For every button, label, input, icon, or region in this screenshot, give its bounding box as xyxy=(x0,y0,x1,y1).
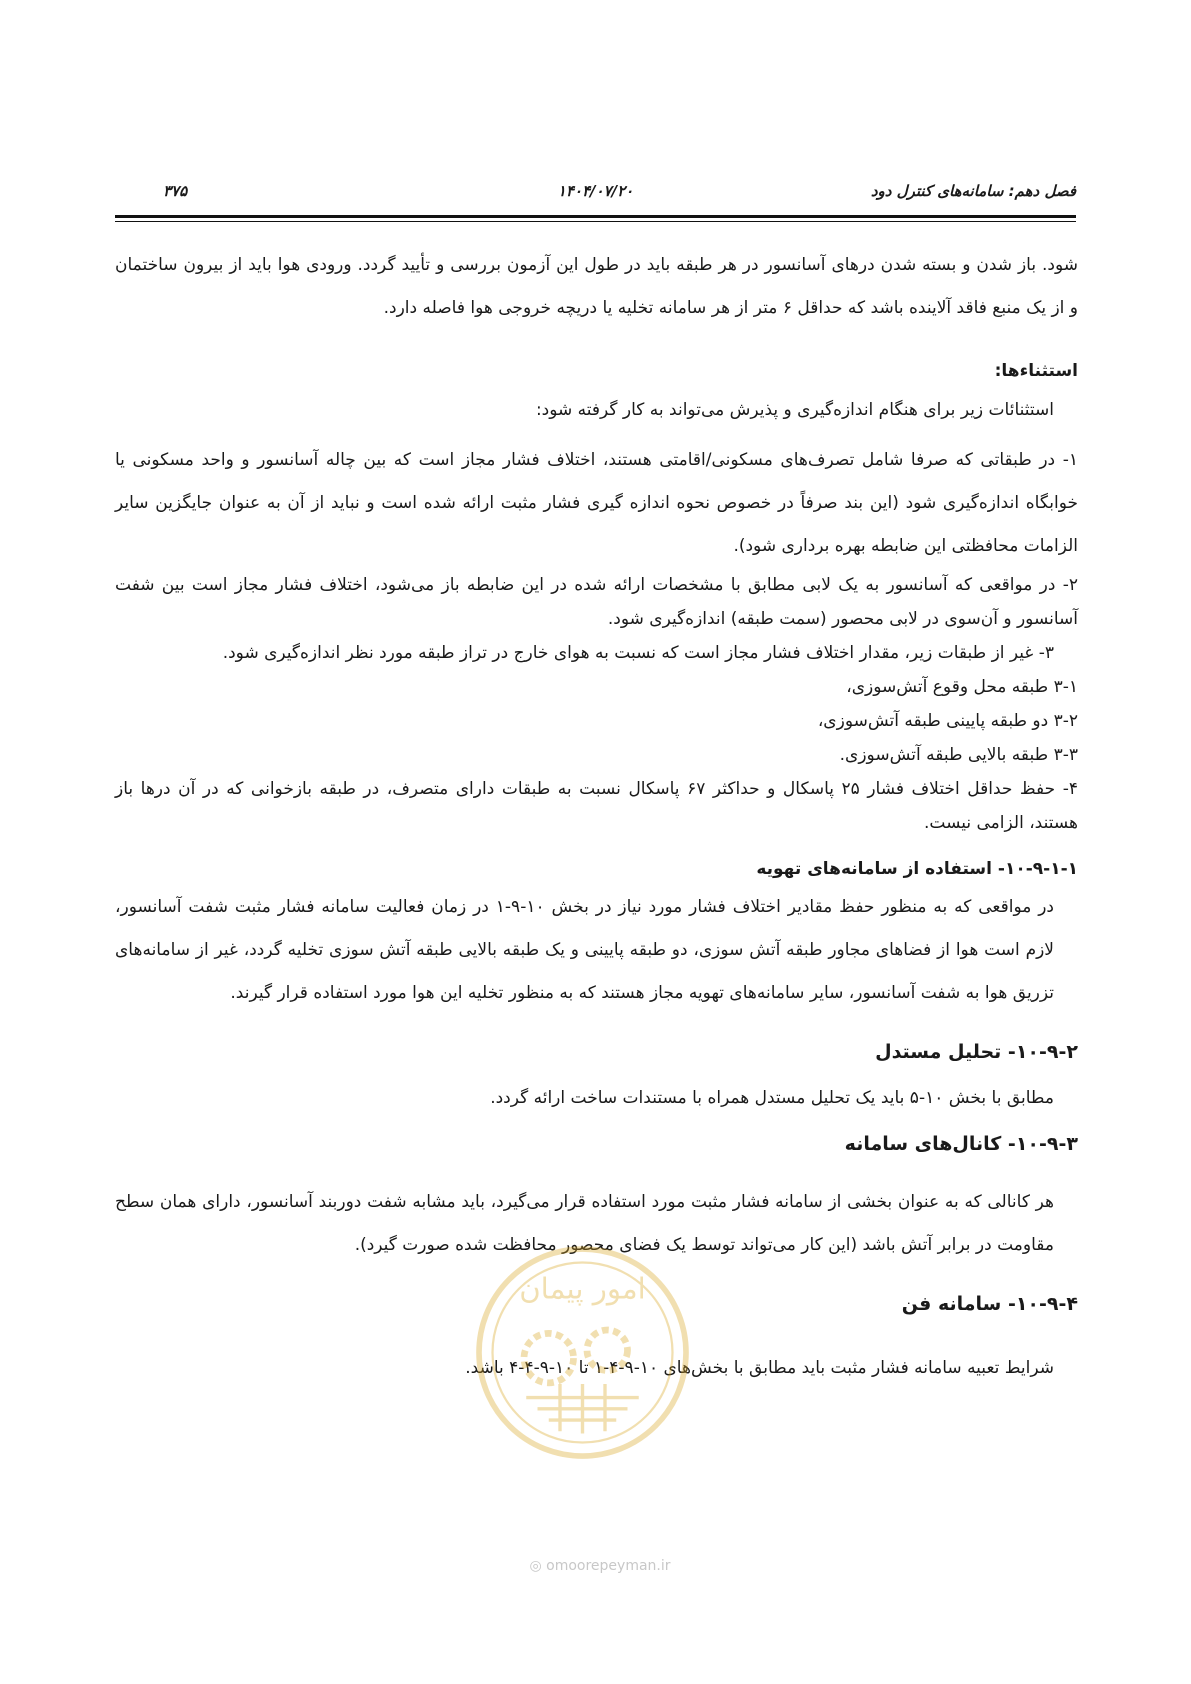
section-heading-ventilation: ۱۰-۹-۱-۱- استفاده از سامانه‌های تهویه xyxy=(756,859,1078,879)
section-heading-rational-analysis: ۱۰-۹-۲- تحلیل مستدل xyxy=(875,1041,1078,1063)
exceptions-heading: استثناءها: xyxy=(994,361,1078,381)
watermark-site xyxy=(505,1558,695,1574)
header-date: ۱۴۰۴/۰۷/۲۰ xyxy=(557,182,634,200)
page-number: ۳۷۵ xyxy=(163,182,188,200)
section-text-rational-analysis: مطابق با بخش ۱۰-۵ باید یک تحلیل مستدل همراه با مستندات ساخت ارائه گردد. xyxy=(490,1088,1054,1108)
section-heading-ducts: ۱۰-۹-۳- کانال‌های سامانه xyxy=(844,1133,1078,1155)
header-rule-thick xyxy=(115,215,1076,218)
section-text-fan-system: شرایط تعبیه سامانه فشار مثبت باید مطابق با بخش‌های ۱۰-۹-۴-۱ تا ۱۰-۹-۴-۴ باشد. xyxy=(465,1358,1054,1378)
exception-item-3-3: ۳-۳ طبقه بالایی طبقه آتش‌سوزی. xyxy=(839,745,1078,765)
section-text-ducts: هر کانالی که به عنوان بخشی از سامانه فشار مثبت مورد استفاده قرار می‌گیرد، باید مشابه شفت دوربند آسانسور، دارای همان سطح مقاومت در برابر آتش باشد (این کار می‌تواند توسط یک فضای محصور محافظت شده صورت گیرد). xyxy=(115,1192,1054,1255)
exception-item-3: ۳- غیر از طبقات زیر، مقدار اختلاف فشار مجاز است که نسبت به هوای خارج در تراز طبقه مورد نظر اندازه‌گیری شود. xyxy=(222,643,1054,663)
page-header xyxy=(115,182,1076,210)
intro-paragraph: شود. باز شدن و بسته شدن درهای آسانسور در هر طبقه باید در طول این آزمون بررسی و تأیید گردد. ورودی هوا باید از بیرون ساختمان و از یک منبع فاقد آلاینده باشد که حداقل ۶ متر از هر سامانه تخلیه یا دریچه خروجی هوا فاصله دارد. xyxy=(115,255,1078,318)
watermark-site-text: omoorepeyman.ir xyxy=(546,1558,671,1574)
exceptions-intro: استثنائات زیر برای هنگام اندازه‌گیری و پذیرش می‌تواند به کار گرفته شود: xyxy=(535,400,1054,420)
document-body xyxy=(115,244,1078,1385)
section-heading-fan-system: ۱۰-۹-۴- سامانه فن xyxy=(901,1293,1078,1315)
header-rule-thin xyxy=(115,221,1076,222)
watermark-globe-icon: ◎ xyxy=(529,1558,542,1574)
exception-item-2: ۲- در مواقعی که آسانسور به یک لابی مطابق با مشخصات ارائه شده در این ضابطه باز می‌شود، اختلاف فشار مجاز است بین شفت آسانسور و آن‌سوی در لابی محصور (سمت طبقه) اندازه‌گیری شود. xyxy=(115,575,1078,629)
exception-item-4: ۴- حفظ حداقل اختلاف فشار ۲۵ پاسکال و حداکثر ۶۷ پاسکال نسبت به طبقات دارای متصرف، در طبقه بازخوانی که در آن درها باز هستند، الزامی نیست. xyxy=(115,779,1078,833)
chapter-title: فصل دهم: سامانه‌های کنترل دود xyxy=(870,182,1076,200)
section-text-ventilation: در مواقعی که به منظور حفظ مقادیر اختلاف فشار مورد نیاز در بخش ۱۰-۹-۱ در زمان فعالیت سامانه فشار مثبت شفت آسانسور، لازم است هوا از فضاهای مجاور طبقه آتش سوزی، دو طبقه پایینی و یک طبقه بالایی طبقه آتش سوزی تخلیه گردد، غیر از سامانه‌های تزریق هوا به شفت آسانسور، سایر سامانه‌های تهویه مجاز هستند که به منظور تخلیه این هوا مورد استفاده قرار گیرند. xyxy=(115,897,1055,1003)
exception-item-3-1: ۳-۱ طبقه محل وقوع آتش‌سوزی، xyxy=(846,677,1078,697)
exception-item-1: ۱- در طبقاتی که صرفا شامل تصرف‌های مسکونی/اقامتی هستند، اختلاف فشار مجاز است که بین چاله آسانسور و واحد مسکونی یا خوابگاه اندازه‌گیری شود (این بند صرفاً در خصوص نحوه اندازه گیری فشار مثبت ارائه شده است و نباید از آن به عنوان جایگزین سایر الزامات محافظتی این ضابطه بهره برداری شود). xyxy=(115,450,1078,556)
watermark-logo xyxy=(470,1240,695,1465)
exception-item-3-2: ۳-۲ دو طبقه پایینی طبقه آتش‌سوزی، xyxy=(817,711,1078,731)
watermark-text: امور پیمان xyxy=(519,1271,646,1306)
